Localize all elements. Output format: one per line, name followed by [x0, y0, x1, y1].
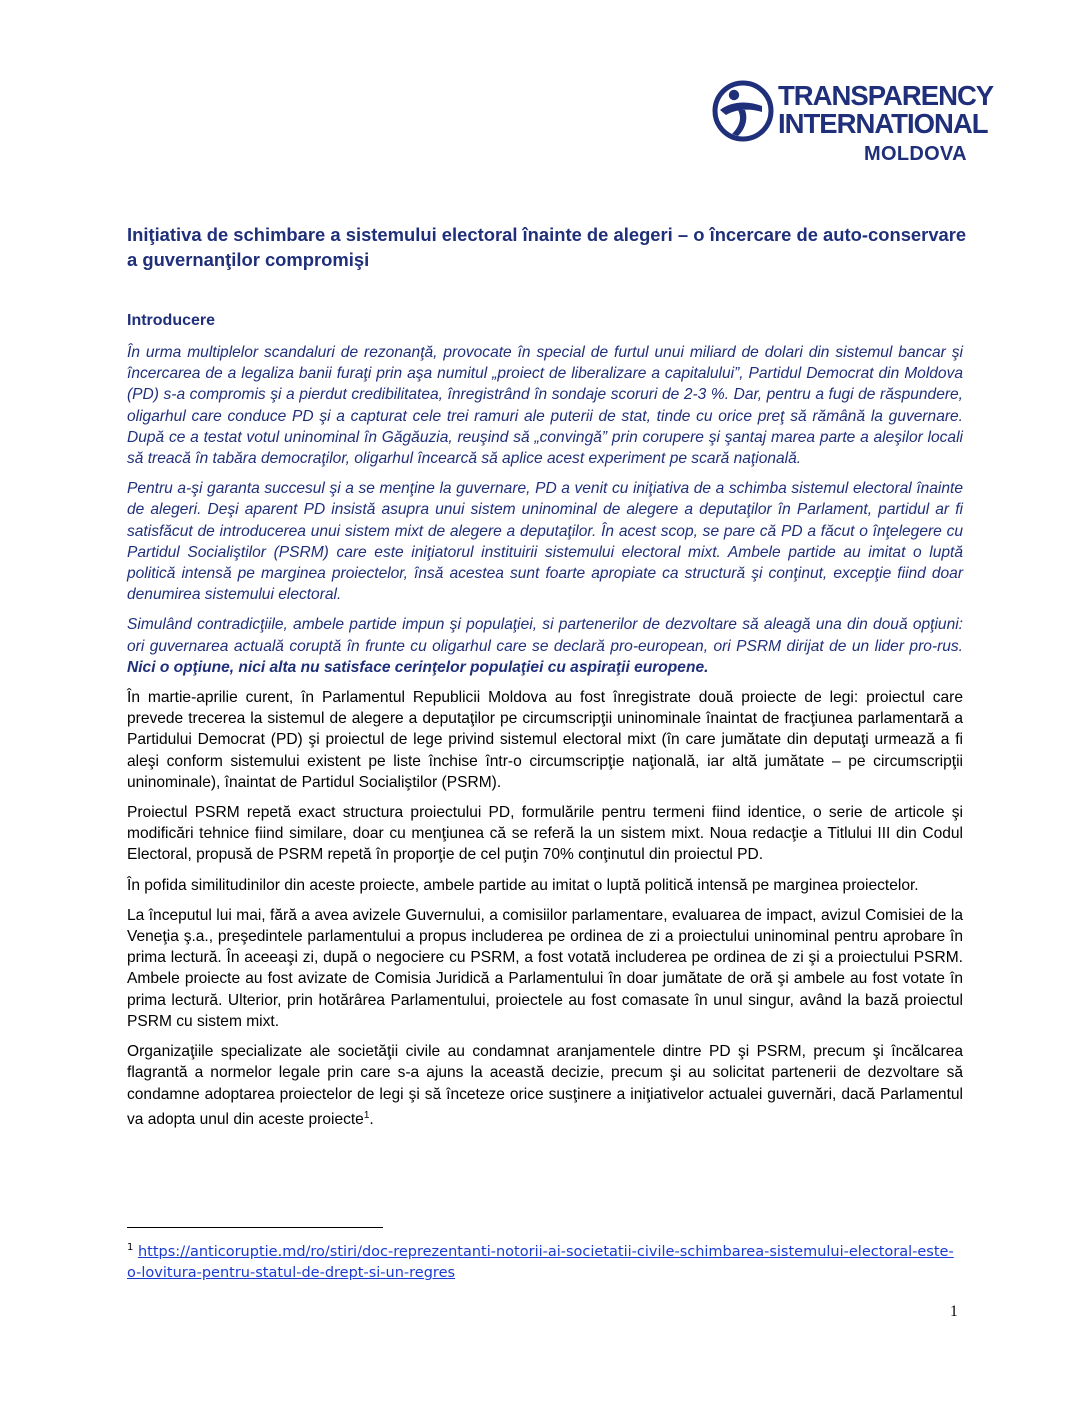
- paragraph-8: Organizaţiile specializate ale societăţii civile au condamnat aranjamentele dintre PD şi PSRM, precum şi încălcarea flagrantă a normelor legale prin care s-a ajuns la această decizie, precum şi au solicitat partenerii de dezvoltare să condamne adoptarea proiectelor de legi şi să înceteze orice susţinere a iniţiativelor actualei guvernări, dacă Parlamentul va adopta unul din aceste proiecte$^1$.: [127, 1043, 963, 1128]
- paragraph-2: Pentru a-şi garanta succesul şi a se menţine la guvernare, PD a venit cu iniţiativa de a schimba sistemul electoral înainte de alegeri. Deşi aparent PD insistă asupra unui sistem uninominal de alegere a deputaţilor în Parlament, partidul ar fi satisfăcut de introducerea unui sistem mixt de alegere a deputaţilor. În acest scop, se pare că PD a făcut o înţelegere cu Partidul Socialiştilor (PSRM) care este iniţiatorul instituirii sistemului electoral mixt. Ambele partide au imitat o luptă politică intensă pe marginea proiectelor, însă acestea sunt foarte apropiate ca structură şi conţinut, excepţie fiind doar denumirea sistemului electoral.: [127, 480, 963, 604]
- page-number: 1: [950, 1303, 958, 1320]
- document-body: [127, 342, 963, 1139]
- logo-text-line2: INTERNATIONAL: [778, 108, 988, 139]
- paragraph-1: În urma multiplelor scandaluri de rezonanţă, provocate în special de furtul unui miliard de dolari din sistemul bancar şi încercarea de a legaliza banii furaţi prin aşa numitul „proiect de liberalizare a capitalului”, Partidul Democrat din Moldova (PD) s-a compromis şi a pierdut credibilitatea, înregistrând în sondaje scoruri de 2-3 %. Dar, pentru a fugi de răspundere, oligarhul care conduce PD şi a capturat cele trei ramuri ale puterii de stat, tinde cu orice preţ să rămână la guvernare. După ce a testat votul uninominal în Găgăuzia, reuşind să „convingă” prin corupere şi şantaj marea parte a aleşilor locali să treacă în tabăra democraţilor, oligarhul încearcă să aplice acest experiment pe scară naţională.: [127, 344, 963, 468]
- document-title: Iniţiativa de schimbare a sistemului electoral înainte de alegeri – o încercare de auto-conservare a guvernanţilor compromişi: [127, 224, 967, 270]
- section-heading-introducere: Introducere: [127, 312, 216, 329]
- footnote-reference[interactable]: 1: [363, 1109, 370, 1121]
- footnote: [127, 1237, 963, 1284]
- footnote-number: 1: [127, 1242, 134, 1253]
- ti-globe-person-icon: [712, 80, 774, 142]
- paragraph-3: [127, 614, 963, 678]
- logo-text-country: MOLDOVA: [864, 143, 967, 165]
- paragraph-6: În pofida similitudinilor din aceste proiecte, ambele partide au imitat o luptă politică intensă pe marginea proiectelor.: [127, 876, 919, 894]
- paragraph-3-bold: Nici o opţiune, nici alta nu satisface cerinţelor populaţiei cu aspiraţii europene.: [127, 658, 709, 676]
- transparency-international-logo: [712, 80, 1002, 172]
- paragraph-5: Proiectul PSRM repetă exact structura proiectului PD, formulările pentru termeni fiind identice, o serie de articole şi modificări tehnice fiind similare, doar cu menţiunea că se referă la un sistem mixt. Noua redacţie a Titlului III din Codul Electoral, propusă de PSRM repetă în proporţie de cel puţin 70% conţinutul din proiectul PD.: [127, 804, 963, 864]
- paragraph-3-text: Simulând contradicţiile, ambele partide impun şi populaţiei, si partenerilor de dezvoltare să aleagă una din două opţiuni: ori guvernarea actuală coruptă în frunte cu oligarhul care se declară pro-european, ori PSRM dirijat de un lider pro-rus.: [127, 616, 963, 655]
- footnote-link[interactable]: https://anticoruptie.md/ro/stiri/doc-reprezentanti-notorii-ai-societatii-civile-schimbarea-sistemului-electoral-este-o-lovitura-pentru-statul-de-drept-si-un-regres: [127, 1243, 954, 1281]
- paragraph-8-text: Organizaţiile specializate ale societăţii civile au condamnat aranjamentele dintre PD şi PSRM, precum şi încălcarea flagrantă a normelor legale prin care s-a ajuns la această decizie, precum şi au solicitat partenerii de dezvoltare să condamne adoptarea proiectelor de legi şi să înceteze orice susţinere a iniţiativelor actualei guvernări, dacă Parlamentul va adopta unul din aceste proiecte: [127, 1043, 963, 1128]
- paragraph-7: La începutul lui mai, fără a avea avizele Guvernului, a comisiilor parlamentare, evaluarea de impact, avizul Comisiei de la Veneţia ş.a., preşedintele parlamentului a propus includerea pe ordinea de zi a proiectului uninominal pentru aprobare în prima lectură. În aceeaşi zi, după o negociere cu PSRM, a fost votată includerea pe ordinea de zi şi a proiectului PSRM. Ambele proiecte au fost avizate de Comisia Juridică a Parlamentului în doar jumătate de oră şi ambele au fost votate în prima lectură. Ulterior, prin hotărârea Parlamentului, proiectele au fost comasate în unul singur, având la bază proiectul PSRM cu sistem mixt.: [127, 906, 963, 1030]
- logo-text-line1: TRANSPARENCY: [778, 80, 994, 111]
- paragraph-4: În martie-aprilie curent, în Parlamentul Republicii Moldova au fost înregistrate două proiecte de legi: proiectul care prevede trecerea la sistemul de alegere a deputaţilor pe circumscripţii uninominale înaintat de fracţiunea parlamentară a Partidului Democrat (PD) şi proiectul de lege privind sistemul electoral mixt (în care jumătate din deputaţi urmează a fi aleşi conform sistemului existent pe liste închise într-o circumscripţie naţională, iar altă jumătate – pe circumscripţii uninominale), înaintat de Partidul Socialiştilor (PSRM).: [127, 689, 963, 791]
- footnote-separator: [127, 1227, 383, 1228]
